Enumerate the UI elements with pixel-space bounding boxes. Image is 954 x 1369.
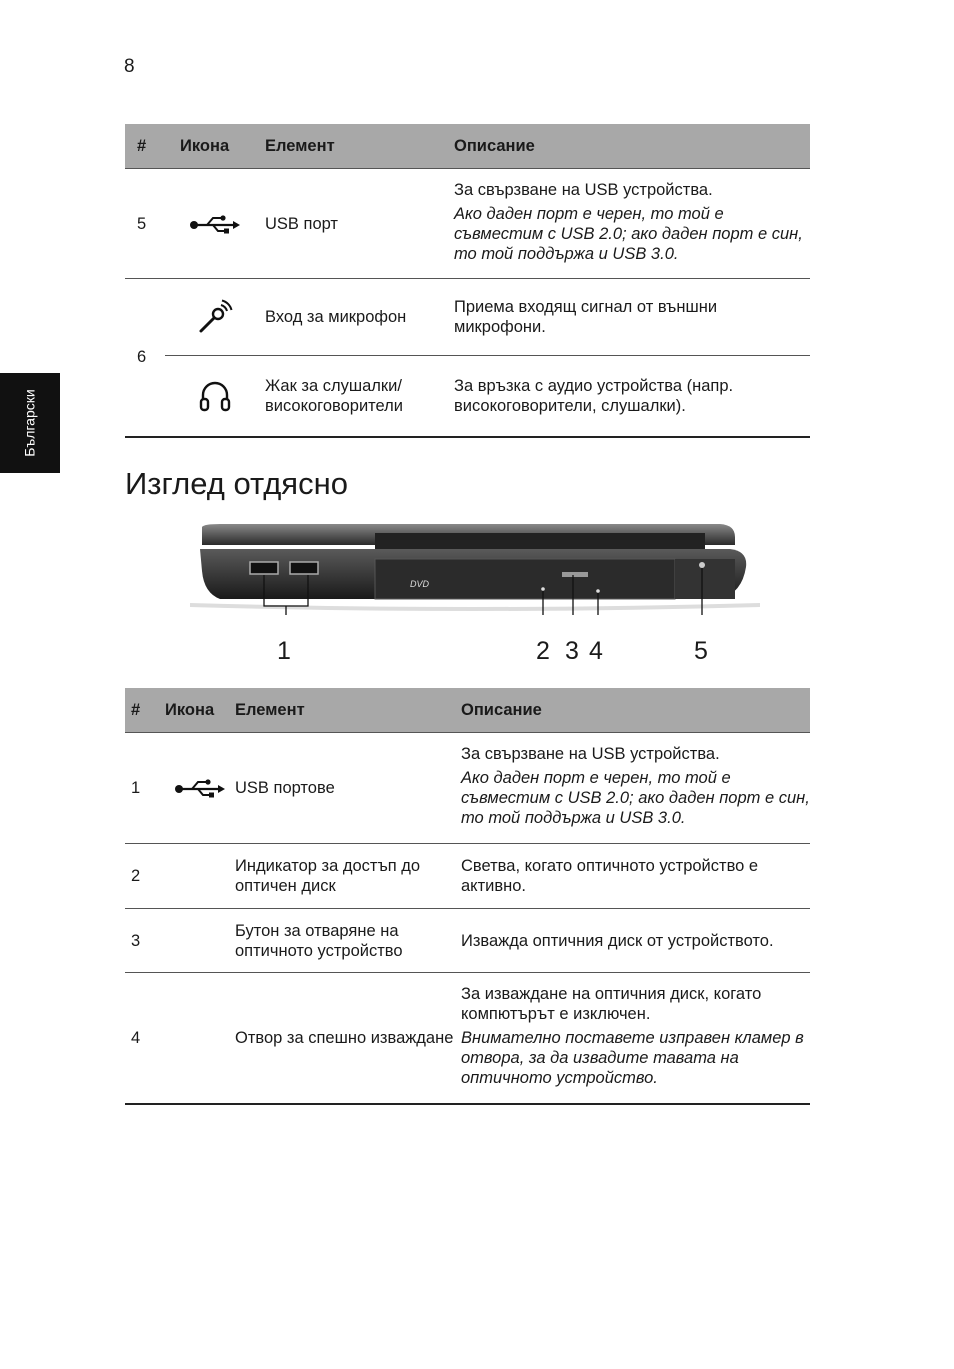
row-description: За изваждане на оптичния диск, когато компютърът е изключен. bbox=[461, 984, 762, 1023]
language-side-tab bbox=[0, 373, 60, 473]
dvd-logo: DVD bbox=[410, 579, 430, 589]
row-element: USB портове bbox=[235, 733, 461, 844]
row-description: За свързване на USB устройства. bbox=[454, 180, 713, 199]
header-element: Елемент bbox=[235, 688, 461, 733]
row-num: 4 bbox=[125, 973, 165, 1104]
callout-2: 2 bbox=[536, 637, 550, 665]
usb-icon bbox=[165, 214, 265, 234]
page-number: 8 bbox=[124, 56, 135, 77]
row-element: Жак за слушалки/ високоговорители bbox=[265, 356, 454, 437]
row-element: Вход за микрофон bbox=[265, 279, 454, 356]
row-num: 2 bbox=[125, 844, 165, 909]
row-note: Ако даден порт е черен, то той е съвместим с USB 2.0; ако даден порт е син, то той поддържа и USB 3.0. bbox=[461, 769, 810, 827]
row-description: За свързване на USB устройства. bbox=[461, 745, 720, 763]
header-icon: Икона bbox=[165, 688, 235, 733]
table-row bbox=[125, 844, 810, 909]
ports-table-right-side bbox=[125, 688, 810, 1105]
header-icon: Икона bbox=[165, 124, 265, 169]
row-num: 5 bbox=[125, 169, 165, 279]
table-row bbox=[125, 169, 810, 279]
row-description: За връзка с аудио устройства (напр. високоговорители, слушалки). bbox=[454, 356, 810, 437]
row-description: Светва, когато оптичното устройство е активно. bbox=[461, 844, 810, 909]
ports-table-left-side bbox=[125, 124, 810, 438]
row-note: Ако даден порт е черен, то той е съвместим с USB 2.0; ако даден порт е син, то той поддържа и USB 3.0. bbox=[454, 204, 803, 263]
row-element: Индикатор за достъп до оптичен диск bbox=[235, 844, 461, 909]
usb-icon bbox=[165, 778, 235, 798]
table-row bbox=[125, 733, 810, 844]
row-num: 6 bbox=[125, 279, 165, 437]
table-row bbox=[125, 973, 810, 1104]
headphones-icon bbox=[165, 379, 265, 413]
callout-4: 4 bbox=[589, 637, 603, 665]
callout-5: 5 bbox=[694, 637, 708, 665]
table-row bbox=[125, 356, 810, 437]
row-num: 1 bbox=[125, 733, 165, 844]
table-row bbox=[125, 279, 810, 356]
table-header bbox=[125, 124, 810, 169]
header-description: Описание bbox=[454, 124, 810, 169]
row-element: Бутон за отваряне на оптичното устройство bbox=[235, 909, 461, 973]
row-note: Внимателно поставете изправен кламер в отвора, за да извадите тавата на оптичното устройство. bbox=[461, 1028, 804, 1087]
header-num: # bbox=[125, 688, 165, 733]
header-description: Описание bbox=[461, 688, 810, 733]
row-num: 3 bbox=[125, 909, 165, 973]
row-description: Приема входящ сигнал от външни микрофони. bbox=[454, 279, 810, 356]
section-title: Изглед отдясно bbox=[125, 466, 348, 501]
side-tab-label: Български bbox=[22, 389, 38, 457]
row-element: Отвор за спешно изваждане bbox=[235, 973, 461, 1104]
callout-1: 1 bbox=[277, 637, 291, 665]
microphone-icon bbox=[165, 299, 265, 335]
header-num: # bbox=[125, 124, 165, 169]
laptop-right-side-illustration bbox=[190, 515, 760, 615]
row-description: Изважда оптичния диск от устройството. bbox=[461, 909, 810, 973]
header-element: Елемент bbox=[265, 124, 454, 169]
callout-3: 3 bbox=[565, 637, 579, 665]
row-element: USB порт bbox=[265, 169, 454, 279]
table-row bbox=[125, 909, 810, 973]
table-header bbox=[125, 688, 810, 733]
